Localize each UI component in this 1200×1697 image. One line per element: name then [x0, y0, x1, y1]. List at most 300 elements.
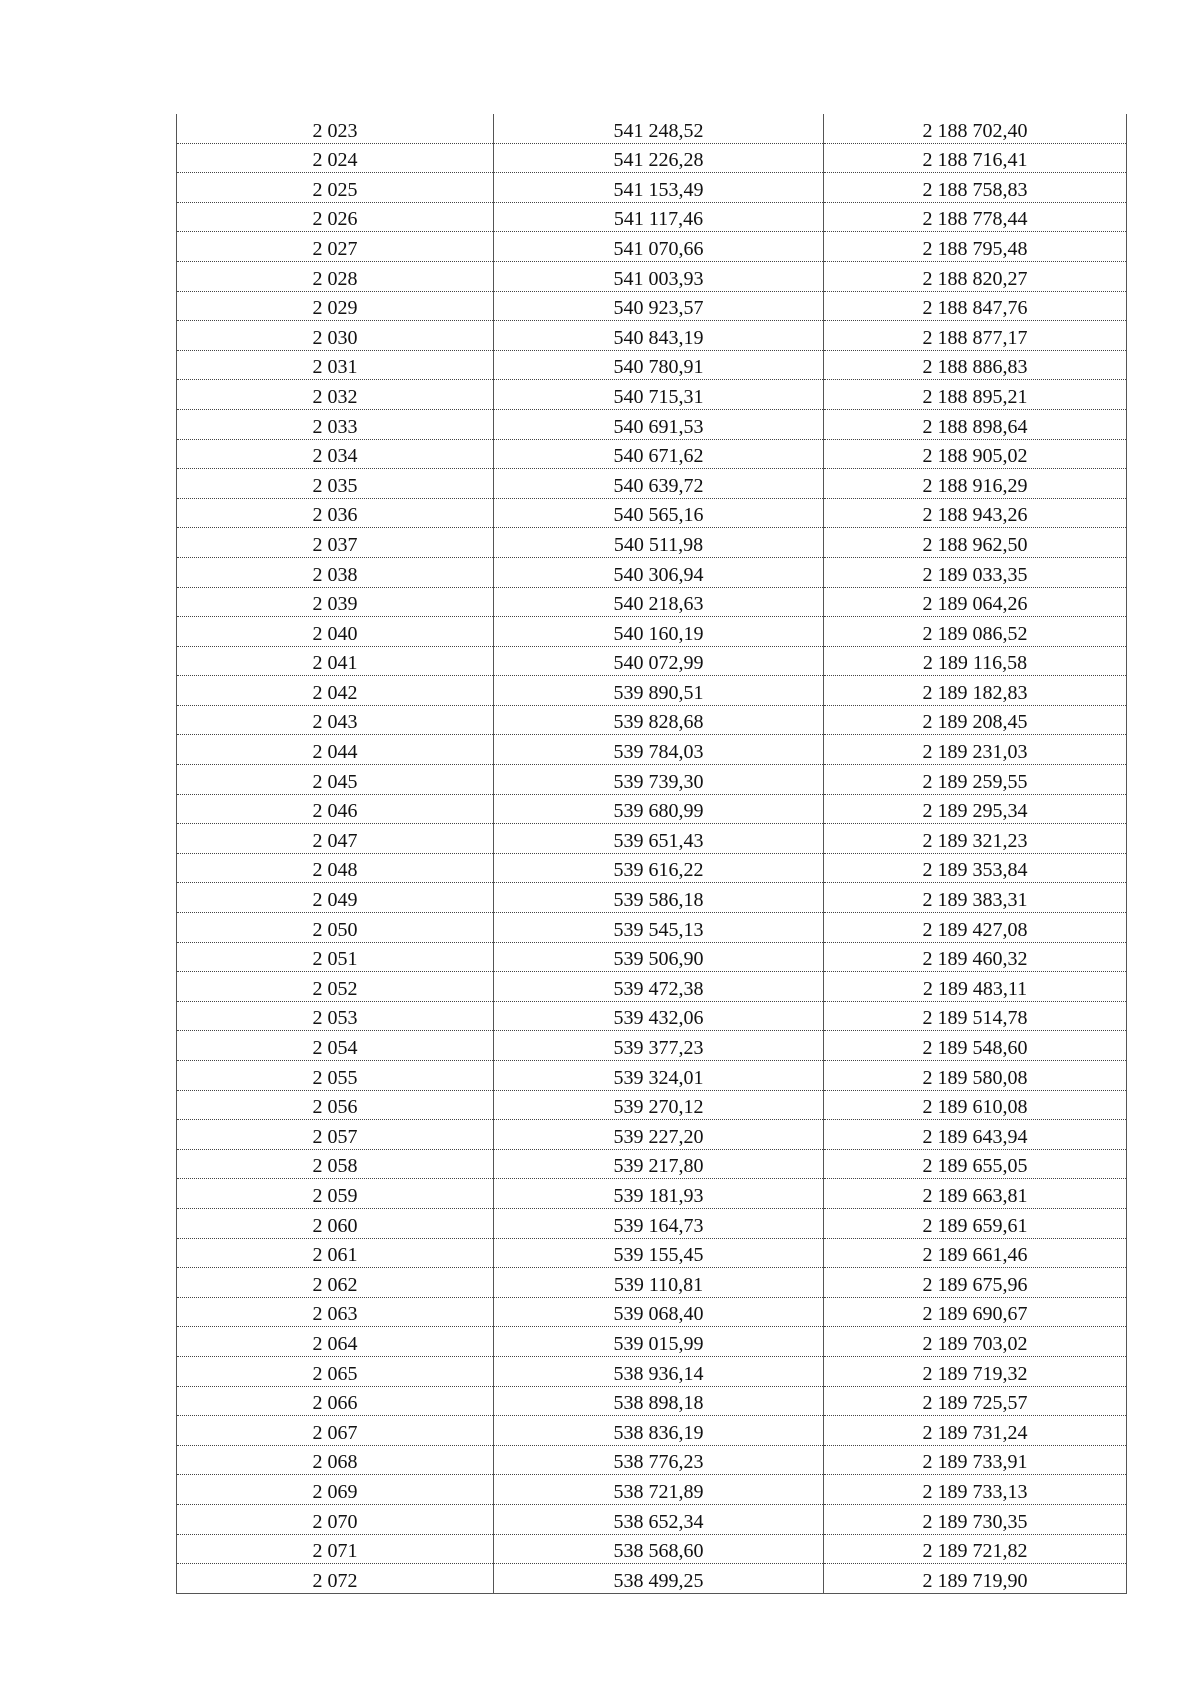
- point-number-text: 2 049: [312, 889, 358, 912]
- y-coordinate-cell: [824, 676, 1127, 706]
- table-row: [177, 1564, 1127, 1594]
- point-number-cell: [177, 232, 494, 262]
- table-row: [177, 350, 1127, 380]
- table-row: [177, 1238, 1127, 1268]
- y-coordinate-cell: [824, 587, 1127, 617]
- y-coordinate-text: 2 189 719,32: [922, 1362, 1028, 1385]
- x-coordinate-cell: [494, 883, 824, 913]
- point-number-cell: [177, 1504, 494, 1534]
- x-coordinate-cell: [494, 1297, 824, 1327]
- y-coordinate-cell: [824, 1564, 1127, 1594]
- point-number-text: 2 030: [312, 326, 358, 349]
- x-coordinate-text: 539 270,12: [613, 1096, 704, 1119]
- point-number-text: 2 045: [312, 770, 358, 793]
- x-coordinate-text: 541 153,49: [613, 178, 704, 201]
- y-coordinate-cell: [824, 291, 1127, 321]
- point-number-cell: [177, 1386, 494, 1416]
- point-number-cell: [177, 409, 494, 439]
- table-row: [177, 380, 1127, 410]
- x-coordinate-text: 541 226,28: [613, 149, 704, 172]
- table-row: [177, 942, 1127, 972]
- point-number-text: 2 071: [312, 1540, 358, 1563]
- y-coordinate-text: 2 189 721,82: [922, 1540, 1028, 1563]
- y-coordinate-text: 2 189 295,34: [922, 800, 1028, 823]
- table-row: [177, 469, 1127, 499]
- point-number-cell: [177, 824, 494, 854]
- y-coordinate-cell: [824, 1534, 1127, 1564]
- x-coordinate-cell: [494, 232, 824, 262]
- y-coordinate-text: 2 189 690,67: [922, 1303, 1028, 1326]
- y-coordinate-text: 2 189 259,55: [922, 770, 1028, 793]
- y-coordinate-cell: [824, 1268, 1127, 1298]
- point-number-text: 2 040: [312, 622, 358, 645]
- x-coordinate-cell: [494, 114, 824, 143]
- y-coordinate-text: 2 189 208,45: [922, 711, 1028, 734]
- table-row: [177, 1268, 1127, 1298]
- point-number-cell: [177, 1061, 494, 1091]
- point-number-cell: [177, 942, 494, 972]
- point-number-text: 2 058: [312, 1155, 358, 1178]
- y-coordinate-cell: [824, 1475, 1127, 1505]
- point-number-text: 2 055: [312, 1066, 358, 1089]
- x-coordinate-text: 540 160,19: [613, 622, 704, 645]
- point-number-text: 2 035: [312, 474, 358, 497]
- table-row: [177, 528, 1127, 558]
- x-coordinate-cell: [494, 735, 824, 765]
- y-coordinate-cell: [824, 202, 1127, 232]
- point-number-cell: [177, 1179, 494, 1209]
- table-row: [177, 498, 1127, 528]
- y-coordinate-text: 2 188 895,21: [922, 385, 1028, 408]
- y-coordinate-cell: [824, 972, 1127, 1002]
- table-row: [177, 439, 1127, 469]
- table-row: [177, 765, 1127, 795]
- y-coordinate-text: 2 189 383,31: [922, 889, 1028, 912]
- table-row: [177, 853, 1127, 883]
- point-number-cell: [177, 1356, 494, 1386]
- x-coordinate-cell: [494, 1090, 824, 1120]
- point-number-text: 2 044: [312, 741, 358, 764]
- point-number-text: 2 032: [312, 385, 358, 408]
- x-coordinate-cell: [494, 1268, 824, 1298]
- y-coordinate-cell: [824, 528, 1127, 558]
- point-number-cell: [177, 528, 494, 558]
- y-coordinate-cell: [824, 1386, 1127, 1416]
- point-number-text: 2 025: [312, 178, 358, 201]
- x-coordinate-text: 539 506,90: [613, 948, 704, 971]
- table-row: [177, 972, 1127, 1002]
- x-coordinate-cell: [494, 1534, 824, 1564]
- x-coordinate-cell: [494, 913, 824, 943]
- y-coordinate-text: 2 189 703,02: [922, 1332, 1028, 1355]
- x-coordinate-text: 539 680,99: [613, 800, 704, 823]
- table-row: [177, 1445, 1127, 1475]
- x-coordinate-cell: [494, 1149, 824, 1179]
- y-coordinate-text: 2 189 655,05: [922, 1155, 1028, 1178]
- x-coordinate-text: 539 015,99: [613, 1332, 704, 1355]
- x-coordinate-text: 538 652,34: [613, 1510, 704, 1533]
- point-number-text: 2 036: [312, 504, 358, 527]
- table-row: [177, 824, 1127, 854]
- point-number-text: 2 034: [312, 445, 358, 468]
- x-coordinate-text: 540 218,63: [613, 593, 704, 616]
- point-number-text: 2 029: [312, 297, 358, 320]
- point-number-cell: [177, 1208, 494, 1238]
- x-coordinate-text: 538 499,25: [613, 1569, 704, 1592]
- y-coordinate-cell: [824, 173, 1127, 203]
- table-row: [177, 321, 1127, 351]
- table-row: [177, 883, 1127, 913]
- point-number-text: 2 037: [312, 533, 358, 556]
- point-number-text: 2 023: [312, 119, 358, 142]
- x-coordinate-text: 540 306,94: [613, 563, 704, 586]
- x-coordinate-text: 540 671,62: [613, 445, 704, 468]
- x-coordinate-cell: [494, 321, 824, 351]
- y-coordinate-text: 2 189 182,83: [922, 681, 1028, 704]
- x-coordinate-cell: [494, 1001, 824, 1031]
- y-coordinate-text: 2 189 353,84: [922, 859, 1028, 882]
- point-number-text: 2 047: [312, 829, 358, 852]
- x-coordinate-text: 538 721,89: [613, 1480, 704, 1503]
- y-coordinate-cell: [824, 617, 1127, 647]
- y-coordinate-text: 2 188 702,40: [922, 119, 1028, 142]
- table-row: [177, 1179, 1127, 1209]
- table-row: [177, 202, 1127, 232]
- x-coordinate-text: 541 003,93: [613, 267, 704, 290]
- y-coordinate-text: 2 189 663,81: [922, 1184, 1028, 1207]
- table-row: [177, 291, 1127, 321]
- x-coordinate-cell: [494, 350, 824, 380]
- point-number-text: 2 061: [312, 1244, 358, 1267]
- y-coordinate-cell: [824, 469, 1127, 499]
- y-coordinate-text: 2 189 116,58: [922, 652, 1028, 675]
- point-number-text: 2 064: [312, 1332, 358, 1355]
- point-number-cell: [177, 705, 494, 735]
- table-row: [177, 1001, 1127, 1031]
- y-coordinate-cell: [824, 1149, 1127, 1179]
- y-coordinate-cell: [824, 1031, 1127, 1061]
- y-coordinate-cell: [824, 1090, 1127, 1120]
- point-number-text: 2 068: [312, 1451, 358, 1474]
- y-coordinate-text: 2 189 231,03: [922, 741, 1028, 764]
- y-coordinate-cell: [824, 232, 1127, 262]
- table-row: [177, 143, 1127, 173]
- x-coordinate-cell: [494, 646, 824, 676]
- x-coordinate-text: 539 227,20: [613, 1125, 704, 1148]
- y-coordinate-text: 2 188 943,26: [922, 504, 1028, 527]
- y-coordinate-text: 2 188 820,27: [922, 267, 1028, 290]
- table-row: [177, 1061, 1127, 1091]
- x-coordinate-text: 540 072,99: [613, 652, 704, 675]
- table-row: [177, 794, 1127, 824]
- point-number-cell: [177, 587, 494, 617]
- y-coordinate-text: 2 188 898,64: [922, 415, 1028, 438]
- x-coordinate-text: 539 432,06: [613, 1007, 704, 1030]
- table-row: [177, 1386, 1127, 1416]
- point-number-cell: [177, 972, 494, 1002]
- point-number-text: 2 026: [312, 208, 358, 231]
- y-coordinate-cell: [824, 114, 1127, 143]
- y-coordinate-cell: [824, 1416, 1127, 1446]
- y-coordinate-cell: [824, 646, 1127, 676]
- y-coordinate-text: 2 189 610,08: [922, 1096, 1028, 1119]
- y-coordinate-cell: [824, 498, 1127, 528]
- y-coordinate-cell: [824, 765, 1127, 795]
- x-coordinate-cell: [494, 173, 824, 203]
- point-number-cell: [177, 1120, 494, 1150]
- y-coordinate-text: 2 189 733,91: [922, 1451, 1028, 1474]
- point-number-text: 2 039: [312, 593, 358, 616]
- y-coordinate-cell: [824, 1238, 1127, 1268]
- point-number-cell: [177, 1001, 494, 1031]
- point-number-text: 2 053: [312, 1007, 358, 1030]
- x-coordinate-text: 539 472,38: [613, 977, 704, 1000]
- y-coordinate-cell: [824, 1356, 1127, 1386]
- y-coordinate-cell: [824, 1208, 1127, 1238]
- x-coordinate-text: 538 776,23: [613, 1451, 704, 1474]
- y-coordinate-text: 2 189 725,57: [922, 1392, 1028, 1415]
- x-coordinate-cell: [494, 1475, 824, 1505]
- y-coordinate-text: 2 189 643,94: [922, 1125, 1028, 1148]
- x-coordinate-cell: [494, 1416, 824, 1446]
- x-coordinate-cell: [494, 557, 824, 587]
- point-number-cell: [177, 1268, 494, 1298]
- y-coordinate-cell: [824, 143, 1127, 173]
- x-coordinate-cell: [494, 528, 824, 558]
- point-number-text: 2 024: [312, 149, 358, 172]
- point-number-cell: [177, 114, 494, 143]
- x-coordinate-cell: [494, 1327, 824, 1357]
- table-row: [177, 1416, 1127, 1446]
- y-coordinate-text: 2 188 847,76: [922, 297, 1028, 320]
- y-coordinate-text: 2 188 886,83: [922, 356, 1028, 379]
- table-row: [177, 1149, 1127, 1179]
- point-number-cell: [177, 1445, 494, 1475]
- y-coordinate-cell: [824, 794, 1127, 824]
- table-row: [177, 409, 1127, 439]
- point-number-cell: [177, 676, 494, 706]
- y-coordinate-text: 2 189 514,78: [922, 1007, 1028, 1030]
- point-number-cell: [177, 735, 494, 765]
- x-coordinate-cell: [494, 469, 824, 499]
- point-number-text: 2 028: [312, 267, 358, 290]
- y-coordinate-cell: [824, 913, 1127, 943]
- y-coordinate-text: 2 189 086,52: [922, 622, 1028, 645]
- x-coordinate-text: 540 780,91: [613, 356, 704, 379]
- x-coordinate-text: 539 828,68: [613, 711, 704, 734]
- x-coordinate-text: 539 324,01: [613, 1066, 704, 1089]
- x-coordinate-cell: [494, 1238, 824, 1268]
- y-coordinate-text: 2 188 877,17: [922, 326, 1028, 349]
- y-coordinate-cell: [824, 705, 1127, 735]
- y-coordinate-cell: [824, 1327, 1127, 1357]
- x-coordinate-cell: [494, 617, 824, 647]
- table-row: [177, 1208, 1127, 1238]
- x-coordinate-text: 540 639,72: [613, 474, 704, 497]
- table-row: [177, 1297, 1127, 1327]
- point-number-text: 2 060: [312, 1214, 358, 1237]
- point-number-cell: [177, 261, 494, 291]
- table-row: [177, 1356, 1127, 1386]
- y-coordinate-cell: [824, 321, 1127, 351]
- point-number-cell: [177, 913, 494, 943]
- y-coordinate-cell: [824, 380, 1127, 410]
- y-coordinate-text: 2 189 548,60: [922, 1037, 1028, 1059]
- table-row: [177, 676, 1127, 706]
- point-number-cell: [177, 794, 494, 824]
- y-coordinate-cell: [824, 883, 1127, 913]
- x-coordinate-cell: [494, 676, 824, 706]
- x-coordinate-cell: [494, 1564, 824, 1594]
- x-coordinate-text: 538 836,19: [613, 1421, 704, 1444]
- y-coordinate-text: 2 188 916,29: [922, 474, 1028, 497]
- point-number-text: 2 062: [312, 1273, 358, 1296]
- x-coordinate-cell: [494, 942, 824, 972]
- point-number-cell: [177, 557, 494, 587]
- x-coordinate-cell: [494, 1504, 824, 1534]
- table-row: [177, 1090, 1127, 1120]
- y-coordinate-cell: [824, 824, 1127, 854]
- y-coordinate-text: 2 188 962,50: [922, 533, 1028, 556]
- x-coordinate-text: 540 715,31: [613, 385, 704, 408]
- point-number-text: 2 027: [312, 237, 358, 260]
- y-coordinate-text: 2 188 905,02: [922, 445, 1028, 468]
- x-coordinate-text: 538 936,14: [613, 1362, 704, 1385]
- x-coordinate-text: 539 068,40: [613, 1303, 704, 1326]
- y-coordinate-text: 2 189 659,61: [922, 1214, 1028, 1237]
- y-coordinate-text: 2 189 730,35: [922, 1510, 1028, 1533]
- point-number-text: 2 048: [312, 859, 358, 882]
- point-number-text: 2 054: [312, 1037, 358, 1059]
- point-number-cell: [177, 765, 494, 795]
- point-number-cell: [177, 1416, 494, 1446]
- y-coordinate-cell: [824, 942, 1127, 972]
- x-coordinate-text: 539 784,03: [613, 741, 704, 764]
- point-number-cell: [177, 291, 494, 321]
- point-number-cell: [177, 853, 494, 883]
- x-coordinate-text: 541 248,52: [613, 119, 704, 142]
- x-coordinate-text: 539 651,43: [613, 829, 704, 852]
- x-coordinate-cell: [494, 1120, 824, 1150]
- y-coordinate-cell: [824, 409, 1127, 439]
- point-number-cell: [177, 1564, 494, 1594]
- point-number-text: 2 043: [312, 711, 358, 734]
- point-number-cell: [177, 1090, 494, 1120]
- x-coordinate-text: 539 545,13: [613, 918, 704, 941]
- x-coordinate-cell: [494, 765, 824, 795]
- y-coordinate-cell: [824, 1120, 1127, 1150]
- x-coordinate-text: 538 898,18: [613, 1392, 704, 1415]
- point-number-cell: [177, 1149, 494, 1179]
- y-coordinate-cell: [824, 1297, 1127, 1327]
- x-coordinate-cell: [494, 1445, 824, 1475]
- x-coordinate-cell: [494, 202, 824, 232]
- y-coordinate-cell: [824, 1445, 1127, 1475]
- point-number-cell: [177, 202, 494, 232]
- y-coordinate-text: 2 189 580,08: [922, 1066, 1028, 1089]
- table-row: [177, 1504, 1127, 1534]
- x-coordinate-text: 539 155,45: [613, 1244, 704, 1267]
- point-number-cell: [177, 350, 494, 380]
- y-coordinate-text: 2 189 483,11: [922, 977, 1028, 1000]
- y-coordinate-text: 2 189 427,08: [922, 918, 1028, 941]
- x-coordinate-cell: [494, 794, 824, 824]
- x-coordinate-text: 539 110,81: [613, 1273, 704, 1296]
- y-coordinate-cell: [824, 853, 1127, 883]
- point-number-cell: [177, 617, 494, 647]
- table-row: [177, 557, 1127, 587]
- y-coordinate-text: 2 188 716,41: [922, 149, 1028, 172]
- y-coordinate-cell: [824, 261, 1127, 291]
- table-row: [177, 1031, 1127, 1061]
- table-row: [177, 261, 1127, 291]
- point-number-text: 2 063: [312, 1303, 358, 1326]
- point-number-text: 2 041: [312, 652, 358, 675]
- x-coordinate-text: 538 568,60: [613, 1540, 704, 1563]
- x-coordinate-cell: [494, 439, 824, 469]
- x-coordinate-cell: [494, 1179, 824, 1209]
- point-number-cell: [177, 143, 494, 173]
- x-coordinate-cell: [494, 705, 824, 735]
- x-coordinate-text: 539 586,18: [613, 889, 704, 912]
- x-coordinate-cell: [494, 261, 824, 291]
- y-coordinate-text: 2 189 719,90: [922, 1569, 1028, 1592]
- point-number-text: 2 033: [312, 415, 358, 438]
- y-coordinate-cell: [824, 557, 1127, 587]
- point-number-text: 2 051: [312, 948, 358, 971]
- point-number-text: 2 067: [312, 1421, 358, 1444]
- point-number-cell: [177, 646, 494, 676]
- x-coordinate-cell: [494, 587, 824, 617]
- table-row: [177, 587, 1127, 617]
- point-number-text: 2 050: [312, 918, 358, 941]
- table-row: [177, 646, 1127, 676]
- x-coordinate-text: 541 117,46: [613, 208, 704, 231]
- table-row: [177, 735, 1127, 765]
- y-coordinate-text: 2 188 778,44: [922, 208, 1028, 231]
- point-number-cell: [177, 1297, 494, 1327]
- point-number-text: 2 070: [312, 1510, 358, 1533]
- x-coordinate-text: 539 181,93: [613, 1184, 704, 1207]
- table-row: [177, 705, 1127, 735]
- y-coordinate-text: 2 189 064,26: [922, 593, 1028, 616]
- point-number-text: 2 072: [312, 1569, 358, 1592]
- y-coordinate-cell: [824, 1504, 1127, 1534]
- point-number-cell: [177, 439, 494, 469]
- point-number-cell: [177, 1327, 494, 1357]
- x-coordinate-text: 539 377,23: [613, 1037, 704, 1059]
- x-coordinate-cell: [494, 824, 824, 854]
- point-number-cell: [177, 1031, 494, 1061]
- y-coordinate-text: 2 189 321,23: [922, 829, 1028, 852]
- y-coordinate-cell: [824, 1179, 1127, 1209]
- y-coordinate-text: 2 189 033,35: [922, 563, 1028, 586]
- table-row: [177, 173, 1127, 203]
- x-coordinate-cell: [494, 409, 824, 439]
- point-number-cell: [177, 321, 494, 351]
- table-row: [177, 114, 1127, 143]
- y-coordinate-text: 2 188 795,48: [922, 237, 1028, 260]
- x-coordinate-cell: [494, 1386, 824, 1416]
- point-number-text: 2 069: [312, 1480, 358, 1503]
- point-number-cell: [177, 1534, 494, 1564]
- x-coordinate-text: 539 217,80: [613, 1155, 704, 1178]
- x-coordinate-cell: [494, 380, 824, 410]
- coordinates-table-body: [177, 114, 1127, 1593]
- table-row: [177, 1120, 1127, 1150]
- x-coordinate-cell: [494, 1356, 824, 1386]
- table-row: [177, 1534, 1127, 1564]
